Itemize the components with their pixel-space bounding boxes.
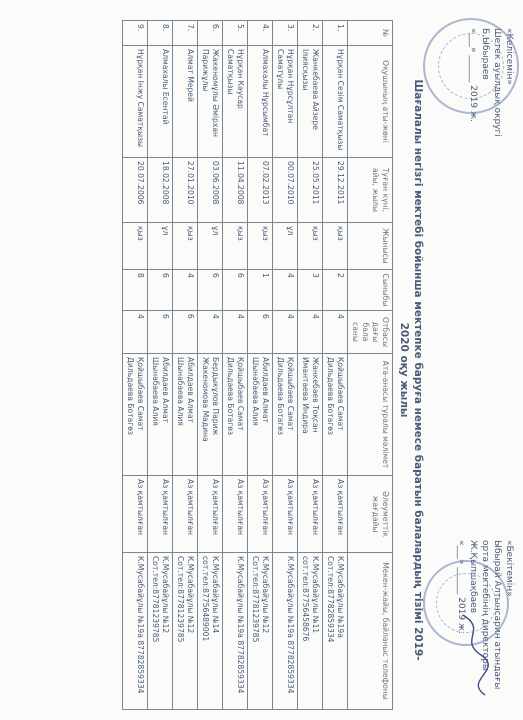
birth-date-cell: 20.07.2006 <box>123 158 148 223</box>
row-number-cell: 5. <box>223 21 248 46</box>
approval-line: «___» ______ 2019 ж. <box>468 28 478 122</box>
student-name-cell: Нұрқан Сезім Саматқызы <box>323 46 348 158</box>
children-count-cell: 6 <box>248 311 273 354</box>
row-number-cell: 3. <box>273 21 298 46</box>
col-header-gender: Жынысы <box>348 223 393 270</box>
gender-cell: қыз <box>323 223 348 270</box>
children-count-cell: 4 <box>198 311 223 354</box>
social-status-cell: Аз қамтылған <box>148 476 173 553</box>
address-phone-cell: К.Мусабайұлы №19а 87782859334 <box>223 553 248 710</box>
table-row <box>173 21 198 710</box>
grade-cell: 4 <box>173 270 198 311</box>
address-phone-cell: К.Мусабайұлы №12 Сот.тел:87781239785 <box>173 553 198 710</box>
table-row <box>323 21 348 710</box>
approval-line: Ыбырай Алтынсарин атындағы <box>492 540 502 690</box>
student-name-cell: Нұрқан Кәусар Саматқызы <box>223 46 248 158</box>
grade-cell: 6 <box>198 270 223 311</box>
parents-info-cell: Жанкебаев Тоқсан Имантаева Индира <box>298 354 323 476</box>
col-header-grade: Сыныбы <box>348 270 393 311</box>
student-name-cell: Жанкебаева Айзере Ілиясқызы <box>298 46 323 158</box>
document-title: Шағалалы негізгі мектебі бойынша мектепке баруға немесе баратын балалардың тізімі 2019-2020 оқу жылы <box>398 79 424 661</box>
social-status-cell: Аз қамтылған <box>123 476 148 553</box>
children-count-cell: 6 <box>173 311 198 354</box>
address-phone-cell: К.Мусабайұлы №19а 87782859334 <box>123 553 148 710</box>
table-header-row <box>348 21 393 710</box>
row-number-cell: 2. <box>298 21 323 46</box>
student-name-cell: Нұрқан Нұрсұлтан Саматұлы <box>273 46 298 158</box>
gender-cell: қыз <box>123 223 148 270</box>
parents-info-cell: Абилдаев Алмат Шынабаева Алия <box>148 354 173 476</box>
grade-cell: 8 <box>123 270 148 311</box>
grade-cell: 3 <box>298 270 323 311</box>
col-header-children-count: Отбасы дағы бала саны <box>348 311 393 354</box>
parents-info-cell: Абилдаев Алмат Шынабаева Алия <box>248 354 273 476</box>
approval-line: орта мектебінің директоры <box>480 540 490 671</box>
address-phone-cell: К.Мусабайұлы №14 сот.тел:87756489001 <box>198 553 223 710</box>
birth-date-cell: 25.05.2011 <box>298 158 323 223</box>
gender-cell: ұл <box>198 223 223 270</box>
gender-cell: ұл <box>273 223 298 270</box>
social-status-cell: Аз қамтылған <box>323 476 348 553</box>
approval-line: Ж.Қыпшақбаев <box>468 540 478 614</box>
children-count-cell: 4 <box>273 311 298 354</box>
social-status-cell: Аз қамтылған <box>248 476 273 553</box>
children-count-cell: 4 <box>123 311 148 354</box>
gender-cell: қыз <box>223 223 248 270</box>
parents-info-cell: Қойшыбаев Самат Дильдаева Ботагөз <box>123 354 148 476</box>
birth-date-cell: 00.07.2010 <box>273 158 298 223</box>
social-status-cell: Аз қамтылған <box>223 476 248 553</box>
stamp-seal-left <box>423 18 519 114</box>
address-phone-cell: К.Мусабайұлы №19а 87782859334 <box>273 553 298 710</box>
children-count-cell: 6 <box>148 311 173 354</box>
col-header-number: № <box>348 21 393 46</box>
table-body <box>123 21 348 710</box>
birth-date-cell: 07.02.2013 <box>248 158 273 223</box>
children-count-cell: 4 <box>323 311 348 354</box>
approval-line: «___» ______ 2019 ж. <box>456 540 466 634</box>
students-table <box>122 20 393 710</box>
birth-date-cell: 11.04.2008 <box>223 158 248 223</box>
table-row <box>198 21 223 710</box>
birth-date-cell: 03.06.2008 <box>198 158 223 223</box>
social-status-cell: Аз қамтылған <box>173 476 198 553</box>
gender-cell: қыз <box>298 223 323 270</box>
gender-cell: ұл <box>148 223 173 270</box>
table-row <box>273 21 298 710</box>
signature-icon <box>453 610 493 700</box>
parents-info-cell: Абилдаев Алмат Шынабаева Алия <box>173 354 198 476</box>
children-count-cell: 4 <box>298 311 323 354</box>
social-status-cell: Аз қамтылған <box>198 476 223 553</box>
address-phone-cell: К.Мусабайұлы №19а Сот.тел:87782859334 <box>323 553 348 710</box>
row-number-cell: 6. <box>198 21 223 46</box>
approval-line: «Бекітемін» <box>504 540 514 597</box>
parents-info-cell: Қойшыбаев Самат Дильдаева Ботагөз <box>323 354 348 476</box>
grade-cell: 6 <box>223 270 248 311</box>
social-status-cell: Аз қамтылған <box>273 476 298 553</box>
grade-cell: 1 <box>248 270 273 311</box>
approval-line: Шетек ауылдық округі <box>492 28 502 137</box>
address-phone-cell: К.Мусабайұлы №12 Сот.тел:87781239785 <box>148 553 173 710</box>
social-status-cell: Аз қамтылған <box>298 476 323 553</box>
row-number-cell: 4. <box>248 21 273 46</box>
parents-info-cell: Қойшыбаев Самат Дильдаева Ботагөз <box>273 354 298 476</box>
table-row <box>223 21 248 710</box>
col-header-name: Оқушының аты-жөні <box>348 46 393 158</box>
row-number-cell: 1. <box>323 21 348 46</box>
col-header-parents: Ата-анасы туралы мәлімет <box>348 354 393 476</box>
table-row <box>248 21 273 710</box>
address-phone-cell: К.Мусабайұлы №11 сот.тел:87756458676 <box>298 553 323 710</box>
gender-cell: қыз <box>173 223 198 270</box>
birth-date-cell: 18.02.2008 <box>148 158 173 223</box>
grade-cell: 6 <box>148 270 173 311</box>
student-name-cell: Алмахалы Нұрсымбат <box>248 46 273 158</box>
parents-info-cell: Қойшыбаев Самат Дильдаева Ботагөз <box>223 354 248 476</box>
table-row <box>123 21 148 710</box>
address-phone-cell: К.Мусабайұлы №12 Сот.тел:87781239785 <box>248 553 273 710</box>
grade-cell: 2 <box>323 270 348 311</box>
birth-date-cell: 29.12.2011 <box>323 158 348 223</box>
children-count-cell: 4 <box>223 311 248 354</box>
student-name-cell: Нұрқан Інжу Саматқызы <box>123 46 148 158</box>
row-number-cell: 8. <box>148 21 173 46</box>
table-row <box>148 21 173 710</box>
col-header-social-status: Әлеуметтік жағдайы <box>348 476 393 553</box>
table-row <box>298 21 323 710</box>
parents-info-cell: Бердыкұлов Париж Жакеномова Мадина <box>198 354 223 476</box>
grade-cell: 4 <box>273 270 298 311</box>
row-number-cell: 7. <box>173 21 198 46</box>
gender-cell: қыз <box>248 223 273 270</box>
student-name-cell: Алмат Мерей <box>173 46 198 158</box>
student-name-cell: Алмахалы Есентай <box>148 46 173 158</box>
student-name-cell: Жакеномұлы Әмірхан Парижұлы <box>198 46 223 158</box>
col-header-birthdate: Туған күні, айы, жылы <box>348 158 393 223</box>
col-header-address-phone: Мекен-жайы, байланыс телефоны <box>348 553 393 710</box>
birth-date-cell: 27.01.2010 <box>173 158 198 223</box>
approval-line: «Келісемін» <box>504 28 514 85</box>
row-number-cell: 9. <box>123 21 148 46</box>
approval-line: Б.Ыбыраев <box>480 28 490 80</box>
